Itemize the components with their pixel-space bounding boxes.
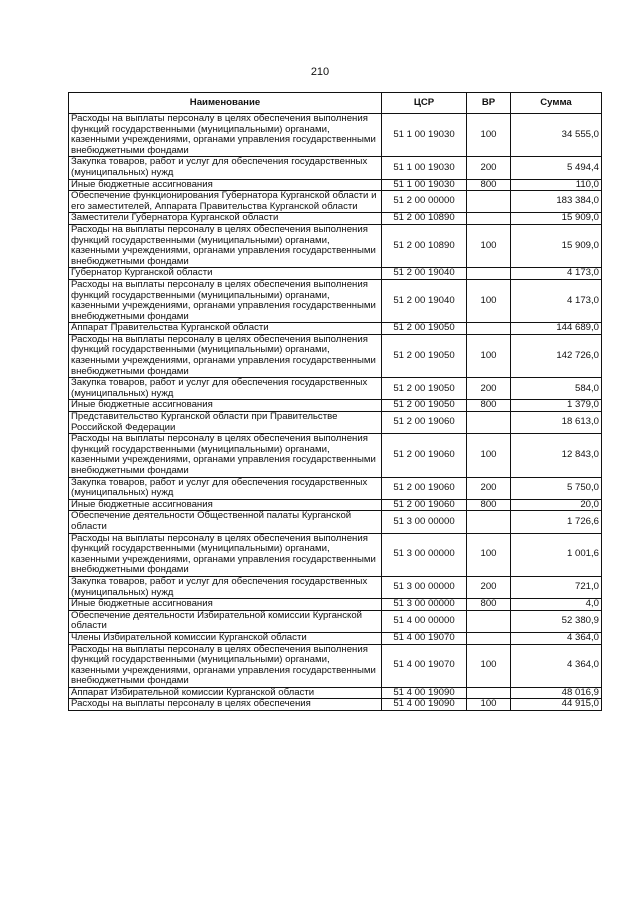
table-row — [69, 114, 602, 157]
cell-vr — [467, 632, 511, 644]
cell-sum: 4 173,0 — [511, 268, 602, 280]
cell-sum: 142 726,0 — [511, 334, 602, 377]
cell-sum: 5 750,0 — [511, 477, 602, 499]
table-row — [69, 268, 602, 280]
cell-name: Расходы на выплаты персоналу в целях обеспечения выполнения функций государственными (муниципальными) органами, казенными учреждениями, органами управления государственными внебюджетными фондами — [69, 224, 382, 267]
cell-vr: 100 — [467, 644, 511, 687]
cell-sum: 5 494,4 — [511, 157, 602, 179]
cell-name: Обеспечение деятельности Избирательной комиссии Курганской области — [69, 610, 382, 632]
cell-csr: 51 2 00 19060 — [382, 412, 467, 434]
page-number: 210 — [310, 66, 330, 78]
table-row — [69, 576, 602, 598]
cell-name: Обеспечение деятельности Общественной палаты Курганской области — [69, 511, 382, 533]
cell-vr — [467, 323, 511, 335]
cell-csr: 51 4 00 19070 — [382, 632, 467, 644]
table-row — [69, 191, 602, 213]
table-row — [69, 599, 602, 611]
cell-vr: 100 — [467, 224, 511, 267]
cell-vr: 200 — [467, 157, 511, 179]
cell-vr — [467, 610, 511, 632]
header-sum: Сумма — [511, 93, 602, 114]
cell-sum: 144 689,0 — [511, 323, 602, 335]
header-vr: ВР — [467, 93, 511, 114]
table-row — [69, 378, 602, 400]
cell-sum: 48 016,9 — [511, 687, 602, 699]
cell-sum: 44 915,0 — [511, 699, 602, 711]
table-row — [69, 477, 602, 499]
cell-vr — [467, 687, 511, 699]
cell-csr: 51 1 00 19030 — [382, 179, 467, 191]
cell-sum: 4 364,0 — [511, 632, 602, 644]
cell-vr: 800 — [467, 499, 511, 511]
cell-csr: 51 2 00 19050 — [382, 400, 467, 412]
cell-sum: 20,0 — [511, 499, 602, 511]
cell-name: Расходы на выплаты персоналу в целях обеспечения выполнения функций государственными (муниципальными) органами, казенными учреждениями, органами управления государственными внебюджетными фондами — [69, 334, 382, 377]
cell-name: Аппарат Избирательной комиссии Курганской области — [69, 687, 382, 699]
cell-csr: 51 2 00 19060 — [382, 499, 467, 511]
cell-sum: 183 384,0 — [511, 191, 602, 213]
cell-name: Закупка товаров, работ и услуг для обеспечения государственных (муниципальных) нужд — [69, 378, 382, 400]
cell-csr: 51 2 00 19050 — [382, 378, 467, 400]
cell-sum: 15 909,0 — [511, 213, 602, 225]
cell-name: Аппарат Правительства Курганской области — [69, 323, 382, 335]
cell-name: Расходы на выплаты персоналу в целях обеспечения — [69, 699, 382, 711]
table-row — [69, 323, 602, 335]
cell-csr: 51 4 00 19090 — [382, 687, 467, 699]
cell-name: Расходы на выплаты персоналу в целях обеспечения выполнения функций государственными (муниципальными) органами, казенными учреждениями, органами управления государственными внебюджетными фондами — [69, 114, 382, 157]
cell-sum: 584,0 — [511, 378, 602, 400]
table-row — [69, 644, 602, 687]
cell-csr: 51 1 00 19030 — [382, 157, 467, 179]
cell-csr: 51 4 00 19090 — [382, 699, 467, 711]
cell-sum: 1 379,0 — [511, 400, 602, 412]
table-row — [69, 699, 602, 711]
cell-vr: 100 — [467, 699, 511, 711]
cell-name: Иные бюджетные ассигнования — [69, 179, 382, 191]
cell-sum: 1 001,6 — [511, 533, 602, 576]
cell-sum: 1 726,6 — [511, 511, 602, 533]
cell-csr: 51 2 00 19040 — [382, 268, 467, 280]
cell-csr: 51 4 00 00000 — [382, 610, 467, 632]
cell-sum: 52 380,9 — [511, 610, 602, 632]
cell-name: Расходы на выплаты персоналу в целях обеспечения выполнения функций государственными (муниципальными) органами, казенными учреждениями, органами управления государственными внебюджетными фондами — [69, 644, 382, 687]
cell-csr: 51 2 00 10890 — [382, 213, 467, 225]
cell-name: Закупка товаров, работ и услуг для обеспечения государственных (муниципальных) нужд — [69, 157, 382, 179]
table-header-row — [69, 93, 602, 114]
cell-vr: 200 — [467, 378, 511, 400]
table-row — [69, 213, 602, 225]
cell-name: Расходы на выплаты персоналу в целях обеспечения выполнения функций государственными (муниципальными) органами, казенными учреждениями, органами управления государственными внебюджетными фондами — [69, 279, 382, 322]
cell-sum: 721,0 — [511, 576, 602, 598]
cell-csr: 51 1 00 19030 — [382, 114, 467, 157]
table-row — [69, 533, 602, 576]
cell-name: Представительство Курганской области при Правительстве Российской Федерации — [69, 412, 382, 434]
table-row — [69, 179, 602, 191]
cell-vr — [467, 511, 511, 533]
cell-sum: 18 613,0 — [511, 412, 602, 434]
cell-name: Заместители Губернатора Курганской области — [69, 213, 382, 225]
table-row — [69, 157, 602, 179]
cell-sum: 110,0 — [511, 179, 602, 191]
table-row — [69, 499, 602, 511]
cell-name: Расходы на выплаты персоналу в целях обеспечения выполнения функций государственными (муниципальными) органами, казенными учреждениями, органами управления государственными внебюджетными фондами — [69, 434, 382, 477]
cell-vr — [467, 191, 511, 213]
table-row — [69, 279, 602, 322]
table-row — [69, 687, 602, 699]
cell-name: Иные бюджетные ассигнования — [69, 400, 382, 412]
cell-vr — [467, 268, 511, 280]
cell-vr: 100 — [467, 334, 511, 377]
table-row — [69, 400, 602, 412]
cell-csr: 51 2 00 19060 — [382, 477, 467, 499]
cell-vr: 100 — [467, 114, 511, 157]
cell-vr: 200 — [467, 576, 511, 598]
cell-vr: 800 — [467, 400, 511, 412]
cell-vr: 800 — [467, 179, 511, 191]
cell-vr: 800 — [467, 599, 511, 611]
cell-csr: 51 2 00 19050 — [382, 323, 467, 335]
table-body — [69, 114, 602, 711]
cell-sum: 15 909,0 — [511, 224, 602, 267]
cell-csr: 51 4 00 19070 — [382, 644, 467, 687]
cell-csr: 51 2 00 19060 — [382, 434, 467, 477]
cell-vr: 100 — [467, 279, 511, 322]
cell-csr: 51 3 00 00000 — [382, 576, 467, 598]
cell-name: Иные бюджетные ассигнования — [69, 599, 382, 611]
table-row — [69, 434, 602, 477]
cell-vr: 200 — [467, 477, 511, 499]
cell-sum: 4,0 — [511, 599, 602, 611]
table-row — [69, 610, 602, 632]
cell-csr: 51 2 00 00000 — [382, 191, 467, 213]
cell-sum: 4 173,0 — [511, 279, 602, 322]
cell-name: Губернатор Курганской области — [69, 268, 382, 280]
table-row — [69, 511, 602, 533]
header-csr: ЦСР — [382, 93, 467, 114]
cell-sum: 4 364,0 — [511, 644, 602, 687]
cell-csr: 51 3 00 00000 — [382, 599, 467, 611]
header-name: Наименование — [69, 93, 382, 114]
cell-vr — [467, 213, 511, 225]
cell-sum: 34 555,0 — [511, 114, 602, 157]
cell-sum: 12 843,0 — [511, 434, 602, 477]
cell-csr: 51 2 00 19050 — [382, 334, 467, 377]
table-row — [69, 334, 602, 377]
table-row — [69, 632, 602, 644]
table-row — [69, 224, 602, 267]
cell-vr: 100 — [467, 434, 511, 477]
cell-name: Члены Избирательной комиссии Курганской области — [69, 632, 382, 644]
cell-name: Закупка товаров, работ и услуг для обеспечения государственных (муниципальных) нужд — [69, 477, 382, 499]
cell-csr: 51 3 00 00000 — [382, 533, 467, 576]
cell-csr: 51 2 00 19040 — [382, 279, 467, 322]
cell-name: Иные бюджетные ассигнования — [69, 499, 382, 511]
cell-name: Расходы на выплаты персоналу в целях обеспечения выполнения функций государственными (муниципальными) органами, казенными учреждениями, органами управления государственными внебюджетными фондами — [69, 533, 382, 576]
cell-csr: 51 2 00 10890 — [382, 224, 467, 267]
cell-name: Закупка товаров, работ и услуг для обеспечения государственных (муниципальных) нужд — [69, 576, 382, 598]
cell-name: Обеспечение функционирования Губернатора Курганской области и его заместителей, Аппарата Правительства Курганской области — [69, 191, 382, 213]
table-row — [69, 412, 602, 434]
budget-table — [68, 92, 602, 711]
cell-vr — [467, 412, 511, 434]
cell-csr: 51 3 00 00000 — [382, 511, 467, 533]
cell-vr: 100 — [467, 533, 511, 576]
